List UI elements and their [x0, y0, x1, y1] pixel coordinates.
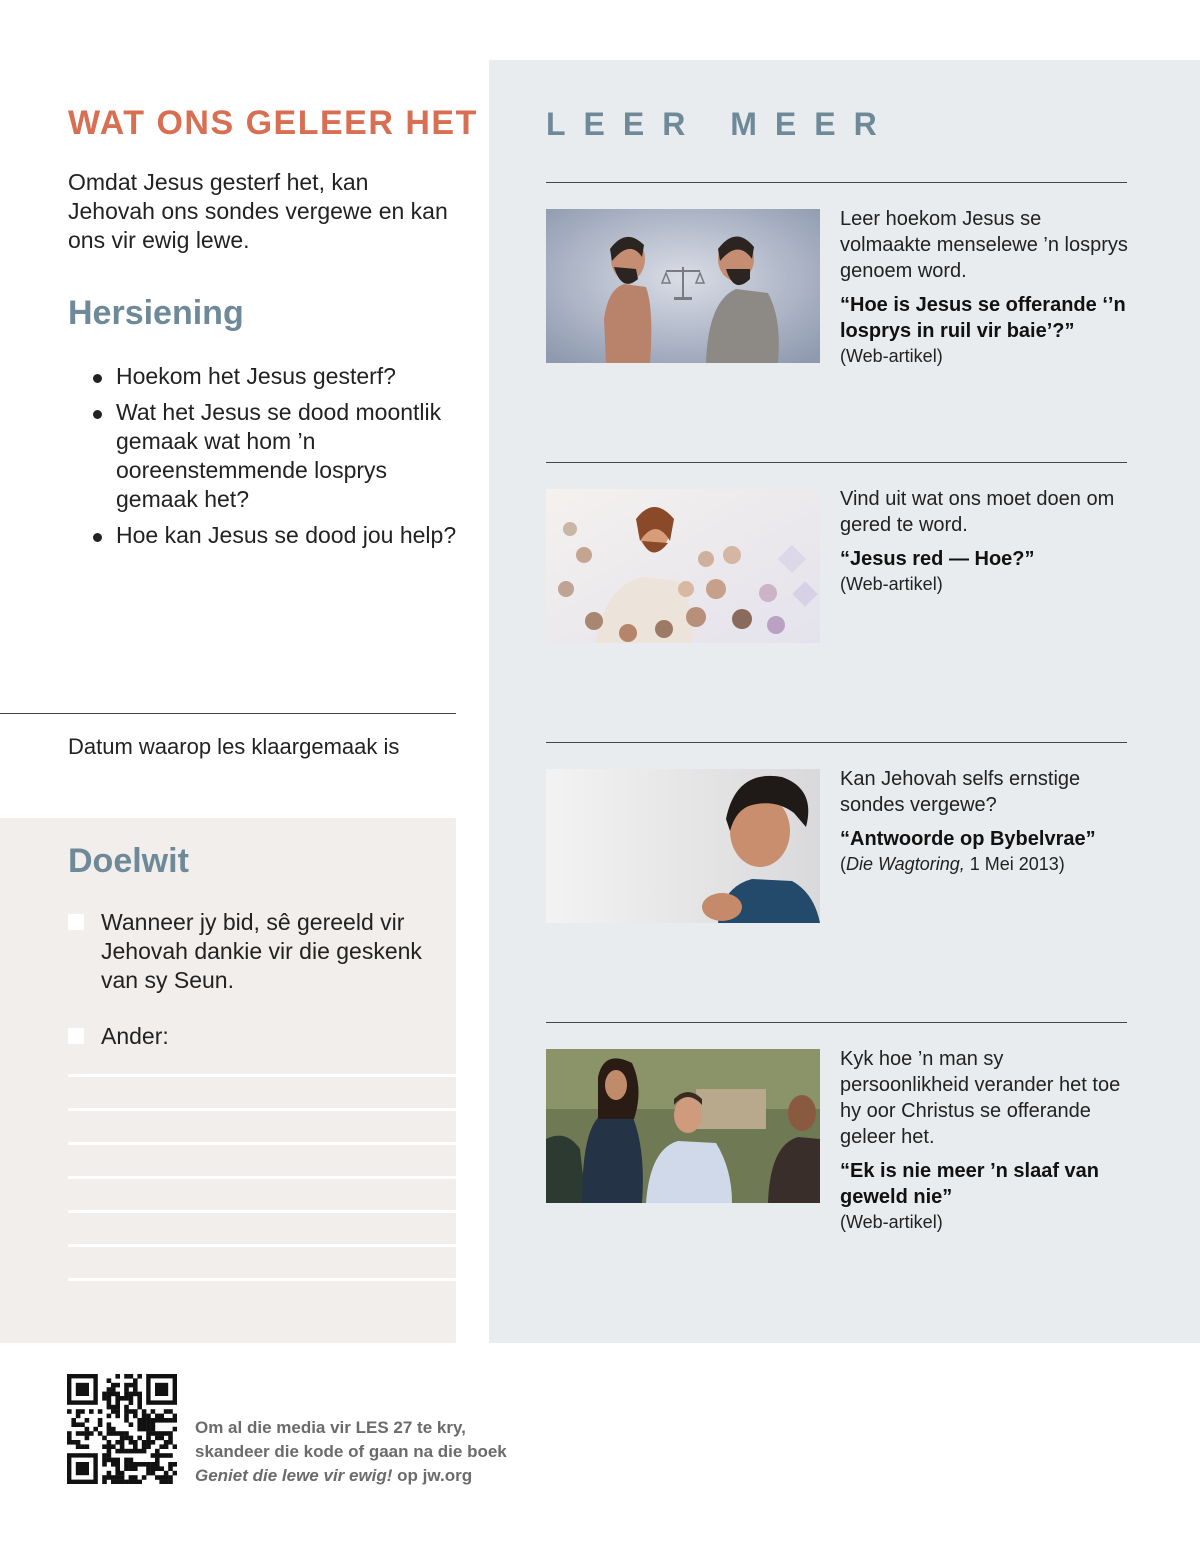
writing-line[interactable]	[68, 1244, 456, 1247]
entry-description: Kan Jehovah selfs ernstige sondes vergewe?	[840, 768, 1081, 816]
review-question: Wat het Jesus se dood moontlik gemaak wat hom ’n ooreenstemmende losprys gemaak het?	[90, 398, 460, 514]
entry-description: Vind uit wat ons moet doen om gered te word.	[840, 488, 1115, 536]
article-link[interactable]: “Antwoorde op Bybelvrae”	[840, 828, 1096, 850]
learn-more-entry	[840, 1046, 1130, 1234]
writing-line[interactable]	[68, 1210, 456, 1213]
goal-heading: Doelwit	[68, 842, 189, 880]
entry-description: Leer hoekom Jesus se volmaakte menselewe ’n losprys genoem word.	[840, 208, 1128, 282]
learn-more-entry	[840, 206, 1130, 368]
goal-item-text: Ander:	[101, 1023, 169, 1049]
writing-line[interactable]	[68, 1108, 456, 1111]
learn-more-entry	[840, 766, 1130, 876]
entry-divider	[546, 742, 1127, 743]
writing-line[interactable]	[68, 1176, 456, 1179]
footer-line: skandeer die kode of gaan na die boek	[195, 1442, 507, 1461]
article-source: (Web-artikel)	[840, 346, 943, 366]
article-source: (Web-artikel)	[840, 1212, 943, 1232]
article-link[interactable]: “Jesus red — Hoe?”	[840, 548, 1035, 570]
goal-panel	[0, 818, 456, 1343]
goal-checkbox[interactable]	[68, 1028, 84, 1044]
footer-line: Om al die media vir LES 27 te kry,	[195, 1418, 466, 1437]
goal-checkbox[interactable]	[68, 914, 84, 930]
jesus-crowd-image[interactable]	[546, 489, 820, 643]
footer-instructions	[195, 1416, 507, 1488]
article-source: (Web-artikel)	[840, 574, 943, 594]
writing-line[interactable]	[68, 1278, 456, 1281]
goal-item	[68, 908, 438, 995]
review-heading: Hersiening	[68, 294, 244, 332]
praying-man-image[interactable]	[546, 769, 820, 923]
article-link[interactable]: “Hoe is Jesus se offerande ‘’n losprys in ruil vir baie’?”	[840, 294, 1126, 342]
learn-more-heading: LEER MEER	[546, 106, 895, 142]
entry-description: Kyk hoe ’n man sy persoonlikheid verander het toe hy oor Christus se offerande geleer het.	[840, 1048, 1121, 1148]
article-source: (Die Wagtoring, 1 Mei 2013)	[840, 854, 1065, 874]
lesson-summary: Omdat Jesus gesterf het, kan Jehovah ons sondes vergewe en kan ons vir ewig lewe.	[68, 169, 448, 253]
review-list	[90, 362, 460, 557]
goal-item-other	[68, 1022, 438, 1051]
review-question: Hoekom het Jesus gesterf?	[90, 362, 460, 391]
entry-divider	[546, 462, 1127, 463]
footer-line: op jw.org	[392, 1466, 473, 1485]
review-question: Hoe kan Jesus se dood jou help?	[90, 521, 460, 550]
learn-more-entry	[840, 486, 1130, 596]
writing-line[interactable]	[68, 1142, 456, 1145]
article-link[interactable]: “Ek is nie meer ’n slaaf van geweld nie”	[840, 1160, 1100, 1208]
completion-date-label: Datum waarop les klaargemaak is	[68, 734, 400, 759]
writing-line[interactable]	[68, 1074, 456, 1077]
entry-divider	[546, 1022, 1127, 1023]
entry-divider	[546, 182, 1127, 183]
learned-heading: WAT ONS GELEER HET	[68, 104, 478, 142]
book-title: Geniet die lewe vir ewig!	[195, 1466, 393, 1485]
two-men-scale-image[interactable]	[546, 209, 820, 363]
date-divider	[0, 713, 456, 714]
qr-code-icon[interactable]	[67, 1374, 177, 1484]
goal-item-text: Wanneer jy bid, sê gereeld vir Jehovah dankie vir die geskenk van sy Seun.	[101, 909, 422, 993]
people-talking-image[interactable]	[546, 1049, 820, 1203]
